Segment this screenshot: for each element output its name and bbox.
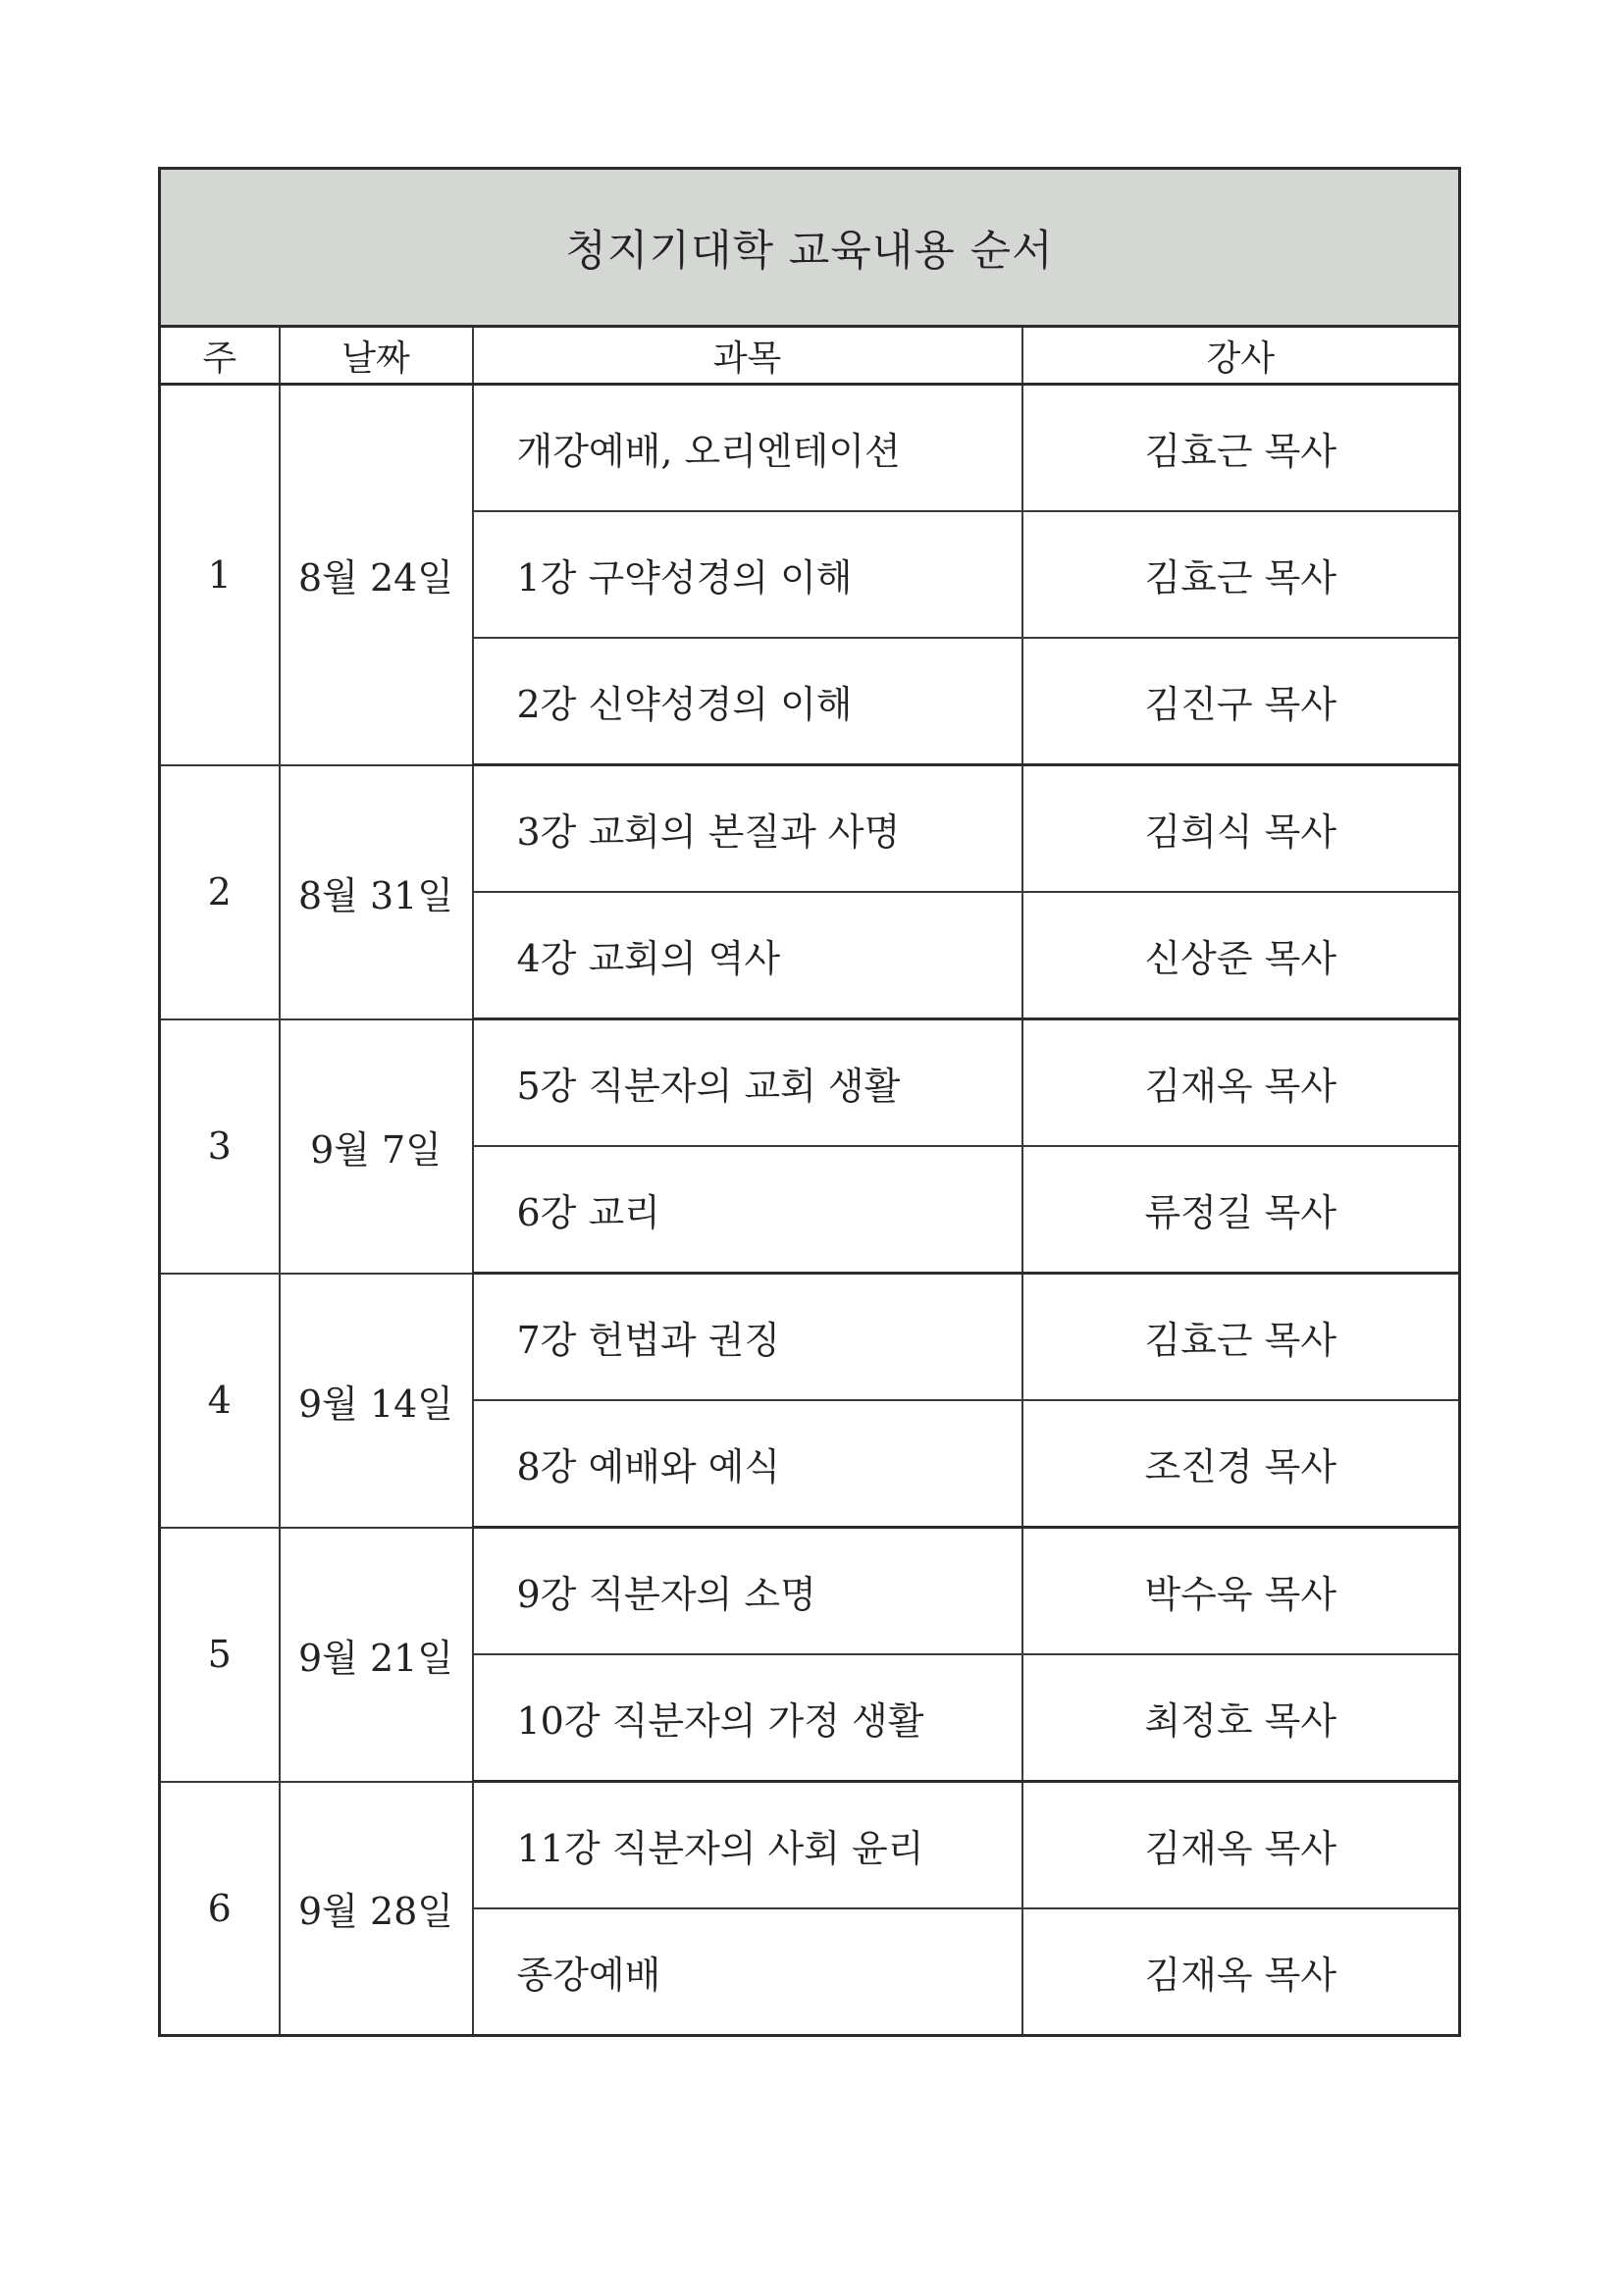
table-row xyxy=(160,1274,1460,1401)
course-name: 종강예배 xyxy=(473,1908,1022,2036)
course-name: 5강 직분자의 교회 생활 xyxy=(473,1019,1022,1147)
header-instructor: 강사 xyxy=(1022,327,1460,385)
instructor-name: 김희식 목사 xyxy=(1022,765,1460,893)
table-row xyxy=(160,1528,1460,1655)
course-name: 3강 교회의 본질과 사명 xyxy=(473,765,1022,893)
instructor-name: 김재옥 목사 xyxy=(1022,1908,1460,2036)
course-name: 개강예배, 오리엔테이션 xyxy=(473,385,1022,512)
course-name: 1강 구약성경의 이해 xyxy=(473,511,1022,638)
instructor-name: 류정길 목사 xyxy=(1022,1146,1460,1274)
week-date: 9월 21일 xyxy=(280,1528,473,1782)
week-number: 2 xyxy=(160,765,280,1019)
week-date: 8월 31일 xyxy=(280,765,473,1019)
course-name: 11강 직분자의 사회 윤리 xyxy=(473,1782,1022,1909)
course-name: 10강 직분자의 가정 생활 xyxy=(473,1654,1022,1782)
instructor-name: 김효근 목사 xyxy=(1022,385,1460,512)
table-title: 청지기대학 교육내용 순서 xyxy=(160,169,1460,327)
table-row xyxy=(160,1019,1460,1147)
instructor-name: 박수욱 목사 xyxy=(1022,1528,1460,1655)
week-number: 1 xyxy=(160,385,280,765)
week-number: 5 xyxy=(160,1528,280,1782)
course-name: 8강 예배와 예식 xyxy=(473,1400,1022,1528)
course-name: 7강 헌법과 권징 xyxy=(473,1274,1022,1401)
header-date: 날짜 xyxy=(280,327,473,385)
table-row xyxy=(160,1782,1460,1909)
week-date: 9월 7일 xyxy=(280,1019,473,1274)
instructor-name: 김효근 목사 xyxy=(1022,1274,1460,1401)
instructor-name: 최정호 목사 xyxy=(1022,1654,1460,1782)
table-row xyxy=(160,765,1460,893)
instructor-name: 김효근 목사 xyxy=(1022,511,1460,638)
instructor-name: 신상준 목사 xyxy=(1022,892,1460,1019)
week-number: 6 xyxy=(160,1782,280,2036)
week-date: 9월 28일 xyxy=(280,1782,473,2036)
week-number: 4 xyxy=(160,1274,280,1528)
instructor-name: 김재옥 목사 xyxy=(1022,1782,1460,1909)
week-date: 9월 14일 xyxy=(280,1274,473,1528)
course-name: 4강 교회의 역사 xyxy=(473,892,1022,1019)
week-date: 8월 24일 xyxy=(280,385,473,765)
course-name: 9강 직분자의 소명 xyxy=(473,1528,1022,1655)
week-number: 3 xyxy=(160,1019,280,1274)
instructor-name: 김재옥 목사 xyxy=(1022,1019,1460,1147)
header-row xyxy=(160,327,1460,385)
schedule-table xyxy=(158,167,1461,2037)
instructor-name: 김진구 목사 xyxy=(1022,638,1460,765)
instructor-name: 조진경 목사 xyxy=(1022,1400,1460,1528)
course-name: 2강 신약성경의 이해 xyxy=(473,638,1022,765)
header-week: 주 xyxy=(160,327,280,385)
table-row xyxy=(160,385,1460,512)
course-name: 6강 교리 xyxy=(473,1146,1022,1274)
header-course: 과목 xyxy=(473,327,1022,385)
